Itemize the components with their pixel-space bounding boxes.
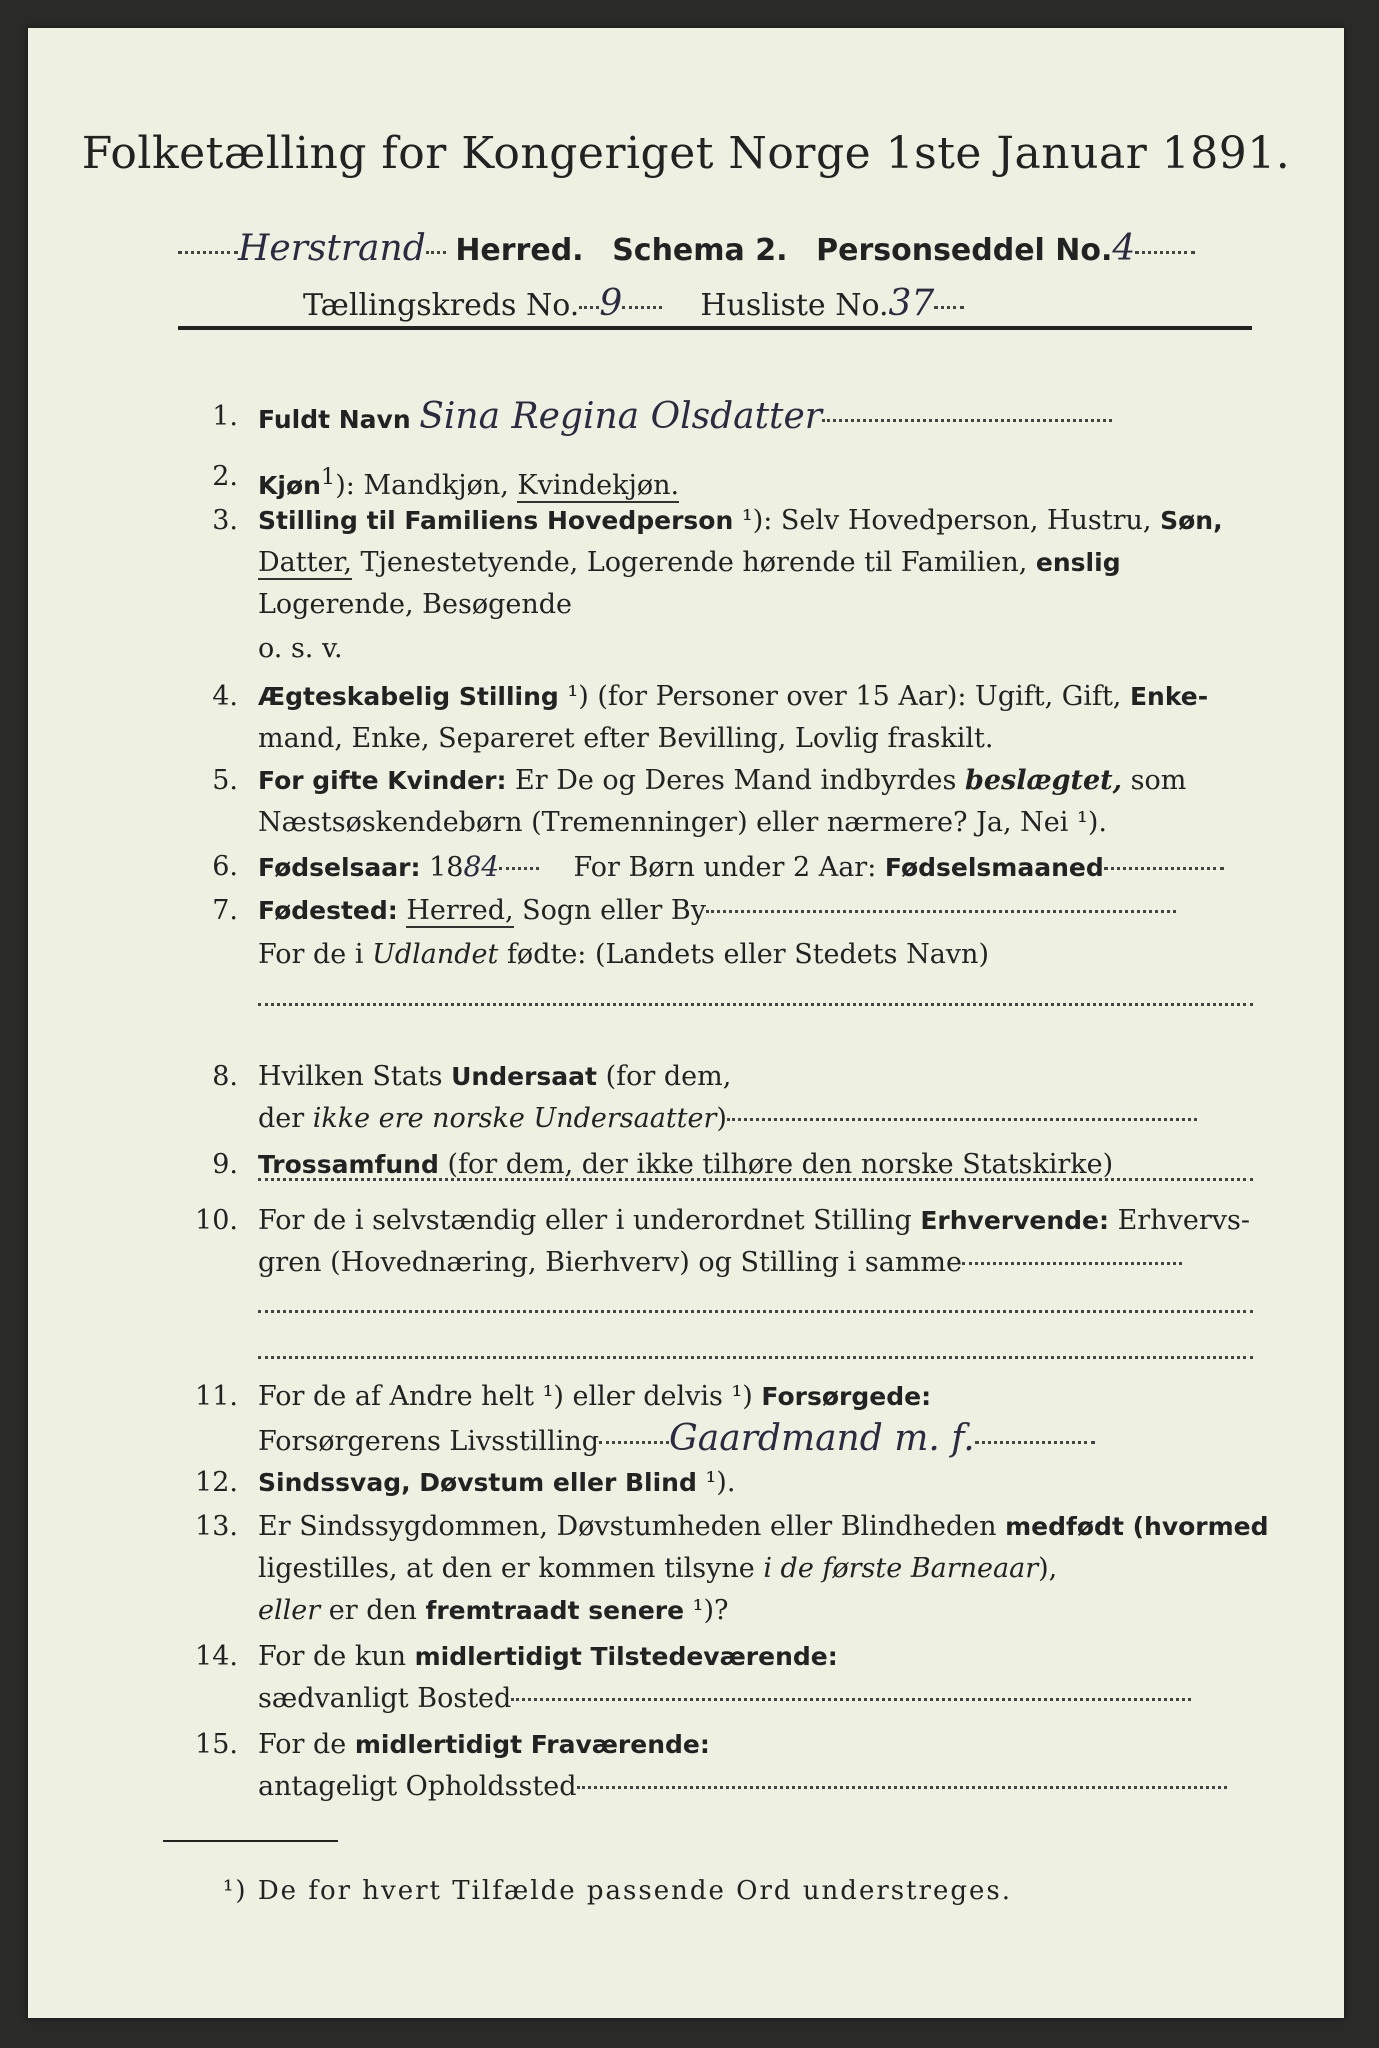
personseddel-value: 4	[1112, 228, 1136, 269]
herred-underlined: Herred,	[406, 895, 514, 926]
header-divider	[178, 326, 1252, 330]
fuldt-navn-label: Fuldt Navn	[258, 405, 411, 434]
header-line-1	[178, 228, 1195, 269]
footnote: ¹) De for hvert Tilfælde passende Ord understreges.	[223, 1876, 1013, 1906]
header-line-2	[303, 283, 964, 324]
item-9-answer-line	[258, 1178, 1253, 1181]
fodselsaar-value: 84	[463, 850, 500, 883]
tellingskreds-label: Tællingskreds No.	[303, 288, 580, 323]
personseddel-label: Personseddel No.	[816, 233, 1113, 268]
husliste-label: Husliste No.	[700, 288, 889, 323]
tellingskreds-value: 9	[599, 283, 623, 324]
item-7-answer-line	[258, 1003, 1253, 1006]
herred-label: Herred.	[455, 233, 584, 268]
forsorger-value: Gaardmand m. f.	[669, 1418, 975, 1459]
form-title: Folketælling for Kongeriget Norge 1ste Januar 1891.	[81, 128, 1291, 179]
datter-underlined: Datter,	[258, 547, 352, 578]
footnote-divider	[163, 1840, 338, 1842]
husliste-value: 37	[888, 283, 935, 324]
schema-label: Schema 2.	[612, 233, 788, 268]
census-form: Folketælling for Kongeriget Norge 1ste Januar 1891. Herstrand Herred. Schema 2. Personseddel No.4 Tællingskreds No. 9 Husliste No.37 1. Fuldt Navn Sina Regina Olsdatter 2. Kjøn$^1$): Mandkjøn, Kvindekjøn. 3. Stilling til Familiens Hovedperson ¹): Selv Hovedperson, Hustru, Søn, Datter, Tjenestetyende, Logerende hørende til Familien, enslig Logerende, Besøgende o. s. v. 4. Ægteskabelig Stilling ¹) (for Personer over 15 Aar): Ugift, Gift, Enke- mand, Enke, Separeret efter Bevilling, Lovlig fraskilt. 5. For gifte Kvinder: Er De og Deres Mand indbyrdes beslægtet, som Næstsøskendebørn (Tremenninger) eller nærmere? Ja, Nei ¹). 6. Fødselsaar: 1884 For Børn under 2 Aar: Fødselsmaaned 7. Fødested: Herred, Sogn eller By For de i Udlandet fødte: (Landets eller Stedets Navn) 8. Hvilken Stats Undersaat (for dem, der ikke ere norske Undersaatter) 9. Trossamfund (for dem, der ikke tilhøre den norske Statskirke) 10. For de i selvstændig eller i underordnet Stilling Erhvervende: Erhvervs- gren (Hovednæring, Bierhverv) og Stilling i samme 11. For de af Andre helt ¹) eller delvis ¹) Forsørgede: Forsørgerens Livsstilling Gaardmand m. f. 12. Sindssvag, Døvstum eller Blind ¹). 13. Er Sindssygdommen, Døvstumheden eller Blindheden medfødt (hvormed ligestilles, at den er kommen tilsyne i de første Barneaar), eller er den fremtraadt senere ¹)? 14. For de kun midlertidigt Tilstedeværende: sædvanligt Bosted 15. For de midlertidigt Fraværende: antageligt Opholdssted ¹) De for hvert Tilfælde passende Ord understreges.	[28, 28, 1344, 2018]
herred-value: Herstrand	[238, 228, 426, 269]
fuldt-navn-value: Sina Regina Olsdatter	[419, 396, 823, 437]
kvindekjon-underlined: Kvindekjøn.	[517, 470, 680, 501]
